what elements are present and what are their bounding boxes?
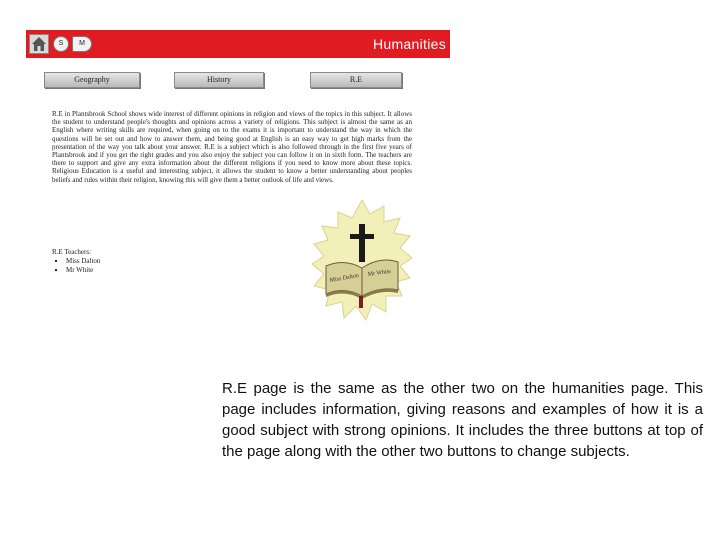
nav-s-button[interactable]: S: [53, 36, 69, 52]
page-screenshot: [26, 30, 450, 330]
slide-caption: R.E page is the same as the other two on the humanities page. This page includes information, giving reasons and examples of how it is a good subject with strong opinions. It includes the three buttons at top of the page along with the other two buttons to change subjects.: [222, 380, 703, 460]
book-left-label: Miss Dalton: [329, 272, 360, 284]
ribbon-bookmark: [359, 296, 363, 308]
re-emblem-image: [312, 200, 412, 330]
re-description: R.E in Plantsbrook School shows wide interest of different opinions in religion and views of the topics in this subject. It allows the student to understand people's thoughts and opinions across a variety of religions. This subject is almost the same as an English where writing skills are required, when going on to the exams it is important to understand the way in which the questions will be set out and how to answer them, and being good at English is an easy way to get high marks from the presentation of the way you talk about your answer. R.E is a subject which is also followed through in the first five years of Plantsbrook and if you get the right grades and you also enjoy the subject you can follow it on in sixth form. The teachers are there to support and give any extra information about the different religions if you need to know more about these topics. Religious Education is a useful and interesting subject, it allows the student to know a better understanding about peoples beliefs and rules within their religion, knowing this will give them a better outlook of life and views.: [52, 110, 412, 184]
teachers-list: [52, 248, 100, 275]
teacher-item: ▪ Miss Dalton: [66, 257, 100, 266]
cross-icon: [359, 224, 365, 262]
header-bar: [26, 30, 450, 58]
home-button[interactable]: [29, 34, 49, 54]
tab-geography[interactable]: Geography: [44, 72, 140, 88]
tab-re[interactable]: R.E: [310, 72, 402, 88]
teachers-heading: R.E Teachers:: [52, 248, 92, 256]
teacher-item: ▪ Mr White: [66, 266, 100, 275]
tab-history[interactable]: History: [174, 72, 264, 88]
page-title: Humanities: [372, 36, 446, 52]
nav-m-button[interactable]: M: [72, 36, 92, 52]
home-icon: [30, 35, 48, 53]
book-right-label: Mr White: [367, 268, 392, 278]
